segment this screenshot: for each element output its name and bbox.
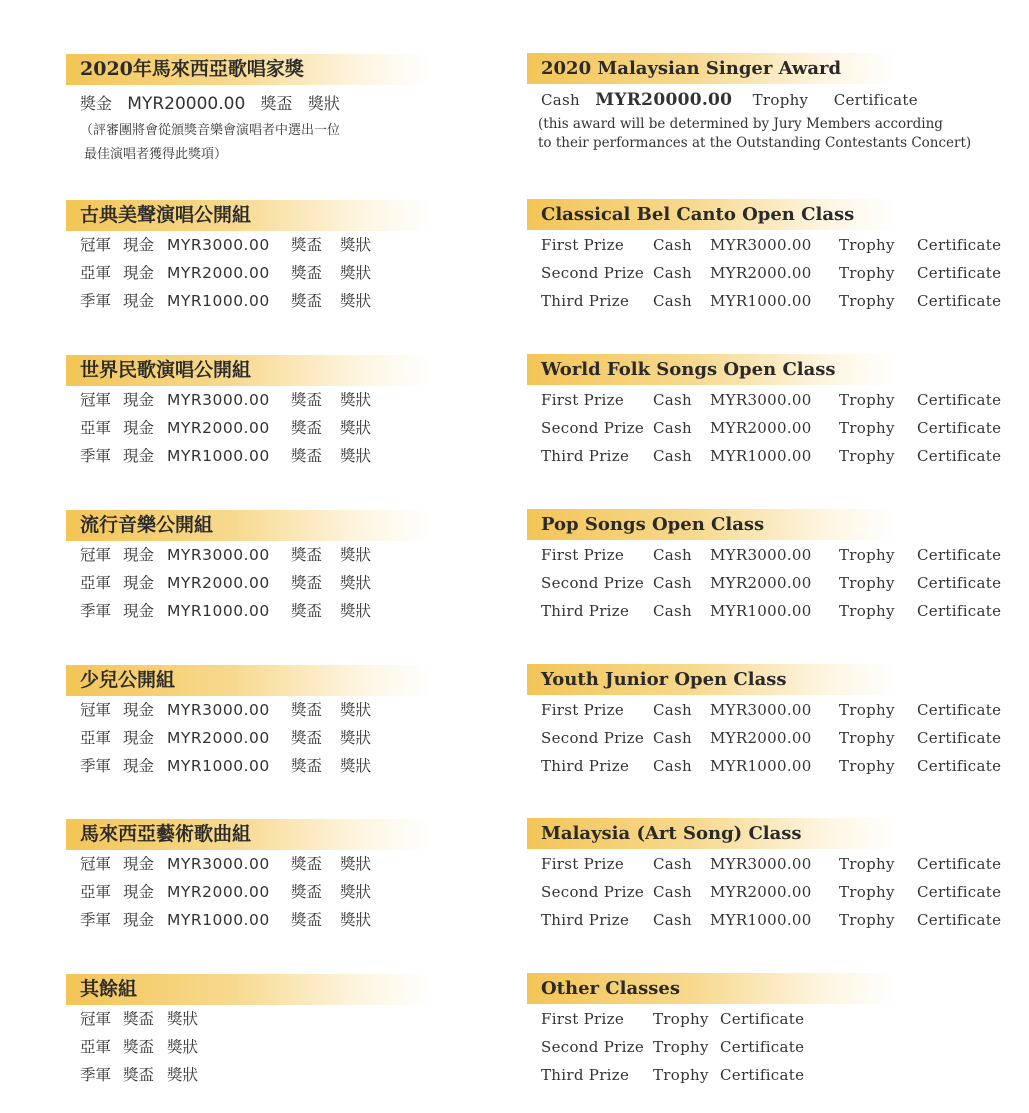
rank: 冠軍 <box>80 855 112 873</box>
amount: MYR2000.00 <box>167 574 270 592</box>
section-title: Other Classes <box>527 973 897 1004</box>
rank: 冠軍 <box>80 391 112 409</box>
certificate-label: 獎狀 <box>340 574 372 592</box>
cash-label: Cash <box>653 883 692 901</box>
certificate-label: 獎狀 <box>340 855 372 873</box>
certificate-label: 獎狀 <box>167 1066 199 1084</box>
certificate-label: 獎狀 <box>340 757 372 775</box>
trophy-label: Trophy <box>839 574 895 592</box>
certificate-label: 獎狀 <box>340 292 372 310</box>
cash-label: Cash <box>653 391 692 409</box>
certificate-label: 獎狀 <box>340 447 372 465</box>
rank: 季軍 <box>80 292 112 310</box>
certificate-label: Certificate <box>917 264 1002 282</box>
amount: MYR3000.00 <box>710 236 812 254</box>
certificate-label: Certificate <box>917 546 1002 564</box>
rank: 季軍 <box>80 757 112 775</box>
trophy-label: 獎盃 <box>291 883 323 901</box>
trophy-label: 獎盃 <box>123 1038 155 1056</box>
section-title: World Folk Songs Open Class <box>527 354 897 385</box>
trophy-label: Trophy <box>653 1010 709 1028</box>
certificate-label: 獎狀 <box>340 729 372 747</box>
certificate-label: 獎狀 <box>340 911 372 929</box>
trophy-label: Trophy <box>839 546 895 564</box>
cash-label: Cash <box>653 236 692 254</box>
amount: MYR1000.00 <box>710 911 812 929</box>
amount: MYR2000.00 <box>167 729 270 747</box>
amount: MYR1000.00 <box>710 757 812 775</box>
trophy-label: Trophy <box>839 729 895 747</box>
certificate-label: 獎狀 <box>167 1010 199 1028</box>
cash-label: Cash <box>653 911 692 929</box>
top-award-note-1: (this award will be determined by Jury Members according <box>538 116 943 132</box>
rank: Second Prize <box>541 729 645 747</box>
amount: MYR1000.00 <box>167 911 270 929</box>
rank: First Prize <box>541 391 625 409</box>
amount: MYR2000.00 <box>710 264 812 282</box>
cash-label: 現金 <box>123 911 155 929</box>
trophy-label: 獎盃 <box>291 419 323 437</box>
rank: 季軍 <box>80 602 112 620</box>
cash-label: Cash <box>653 757 692 775</box>
trophy-label: 獎盃 <box>291 546 323 564</box>
rank: Third Prize <box>541 757 630 775</box>
rank: 亞軍 <box>80 574 112 592</box>
cash-label: Cash <box>653 701 692 719</box>
certificate-label: Certificate <box>833 91 918 109</box>
certificate-label: 獎狀 <box>340 546 372 564</box>
section-title: 少兒公開組 <box>66 665 432 696</box>
cash-label: 現金 <box>123 264 155 282</box>
amount: MYR2000.00 <box>710 729 812 747</box>
rank: First Prize <box>541 701 625 719</box>
trophy-label: 獎盃 <box>291 236 323 254</box>
trophy-label: 獎盃 <box>291 292 323 310</box>
cash-label: 現金 <box>123 236 155 254</box>
trophy-label: Trophy <box>752 91 809 109</box>
cash-label: Cash <box>653 602 692 620</box>
certificate-label: Certificate <box>917 602 1002 620</box>
rank: Third Prize <box>541 1066 630 1084</box>
trophy-label: 獎盃 <box>123 1010 155 1028</box>
certificate-label: 獎狀 <box>340 236 372 254</box>
trophy-label: Trophy <box>839 391 895 409</box>
rank: 冠軍 <box>80 701 112 719</box>
amount: MYR3000.00 <box>710 855 812 873</box>
trophy-label: 獎盃 <box>123 1066 155 1084</box>
cash-label: Cash <box>653 729 692 747</box>
amount: MYR2000.00 <box>710 883 812 901</box>
amount: MYR1000.00 <box>710 602 812 620</box>
prize-amount: MYR20000.00 <box>127 94 246 114</box>
certificate-label: Certificate <box>720 1038 805 1056</box>
certificate-label: 獎狀 <box>340 883 372 901</box>
trophy-label: 獎盃 <box>291 729 323 747</box>
cash-label: 現金 <box>123 757 155 775</box>
rank: 亞軍 <box>80 419 112 437</box>
rank: Second Prize <box>541 419 645 437</box>
trophy-label: 獎盃 <box>291 447 323 465</box>
top-award-note-2: 最佳演唱者獲得此獎項） <box>84 147 228 162</box>
cash-label: Cash <box>653 574 692 592</box>
rank: Third Prize <box>541 911 630 929</box>
trophy-label: 獎盃 <box>291 701 323 719</box>
cash-label: Cash <box>653 546 692 564</box>
certificate-label: Certificate <box>917 236 1002 254</box>
amount: MYR2000.00 <box>167 264 270 282</box>
certificate-label: Certificate <box>917 447 1002 465</box>
cash-label: 現金 <box>123 419 155 437</box>
certificate-label: Certificate <box>917 391 1002 409</box>
certificate-label: 獎狀 <box>340 391 372 409</box>
amount: MYR2000.00 <box>710 419 812 437</box>
amount: MYR3000.00 <box>167 701 270 719</box>
trophy-label: Trophy <box>839 701 895 719</box>
certificate-label: 獎狀 <box>340 419 372 437</box>
certificate-label: Certificate <box>917 292 1002 310</box>
trophy-label: 獎盃 <box>291 264 323 282</box>
amount: MYR1000.00 <box>167 447 270 465</box>
rank: 季軍 <box>80 447 112 465</box>
rank: 亞軍 <box>80 264 112 282</box>
trophy-label: Trophy <box>839 602 895 620</box>
cash-label: 現金 <box>123 701 155 719</box>
amount: MYR2000.00 <box>167 419 270 437</box>
certificate-label: 獎狀 <box>340 264 372 282</box>
cash-label: 現金 <box>123 391 155 409</box>
top-award-line <box>80 91 340 114</box>
cash-label: 現金 <box>123 447 155 465</box>
section-title: Youth Junior Open Class <box>527 664 897 695</box>
certificate-label: Certificate <box>917 701 1002 719</box>
trophy-label: 獎盃 <box>291 855 323 873</box>
amount: MYR3000.00 <box>710 546 812 564</box>
rank: 冠軍 <box>80 546 112 564</box>
rank: Third Prize <box>541 602 630 620</box>
trophy-label: Trophy <box>839 419 895 437</box>
trophy-label: 獎盃 <box>291 574 323 592</box>
certificate-label: Certificate <box>917 574 1002 592</box>
trophy-label: Trophy <box>839 292 895 310</box>
amount: MYR3000.00 <box>167 855 270 873</box>
trophy-label: 獎盃 <box>291 602 323 620</box>
cash-label: Cash <box>653 447 692 465</box>
certificate-label: Certificate <box>917 757 1002 775</box>
certificate-label: Certificate <box>917 419 1002 437</box>
trophy-label: Trophy <box>839 264 895 282</box>
trophy-label: Trophy <box>839 757 895 775</box>
rank: Second Prize <box>541 883 645 901</box>
amount: MYR1000.00 <box>167 757 270 775</box>
rank: Second Prize <box>541 574 645 592</box>
cash-label: 現金 <box>123 602 155 620</box>
cash-label: 現金 <box>123 574 155 592</box>
prize-label: 獎金 <box>80 94 113 113</box>
section-title: 流行音樂公開組 <box>66 510 432 541</box>
rank: 亞軍 <box>80 1038 112 1056</box>
cash-label: Cash <box>541 91 580 109</box>
rank: 冠軍 <box>80 1010 112 1028</box>
cash-label: Cash <box>653 855 692 873</box>
rank: Third Prize <box>541 292 630 310</box>
rank: Second Prize <box>541 1038 645 1056</box>
rank: First Prize <box>541 1010 625 1028</box>
rank: First Prize <box>541 236 625 254</box>
cash-label: Cash <box>653 419 692 437</box>
certificate-label: 獎狀 <box>340 701 372 719</box>
amount: MYR1000.00 <box>710 447 812 465</box>
trophy-label: 獎盃 <box>291 911 323 929</box>
amount: MYR2000.00 <box>167 883 270 901</box>
certificate-label: Certificate <box>720 1066 805 1084</box>
trophy-label: 獎盃 <box>260 94 293 113</box>
section-title: 古典美聲演唱公開組 <box>66 200 432 231</box>
top-award-title: 2020年馬來西亞歌唱家獎 <box>66 54 432 85</box>
section-title: Pop Songs Open Class <box>527 509 897 540</box>
prize-amount: MYR20000.00 <box>595 90 733 110</box>
trophy-label: Trophy <box>839 236 895 254</box>
rank: Third Prize <box>541 447 630 465</box>
certificate-label: Certificate <box>720 1010 805 1028</box>
cash-label: 現金 <box>123 546 155 564</box>
cash-label: 現金 <box>123 729 155 747</box>
certificate-label: Certificate <box>917 855 1002 873</box>
certificate-label: 獎狀 <box>167 1038 199 1056</box>
certificate-label: Certificate <box>917 883 1002 901</box>
cash-label: 現金 <box>123 855 155 873</box>
amount: MYR3000.00 <box>167 236 270 254</box>
trophy-label: 獎盃 <box>291 391 323 409</box>
cash-label: 現金 <box>123 883 155 901</box>
certificate-label: Certificate <box>917 911 1002 929</box>
trophy-label: Trophy <box>839 855 895 873</box>
certificate-label: 獎狀 <box>307 94 340 113</box>
section-title: Classical Bel Canto Open Class <box>527 199 897 230</box>
top-award-note-2: to their performances at the Outstanding Contestants Concert) <box>538 135 972 151</box>
cash-label: Cash <box>653 292 692 310</box>
certificate-label: 獎狀 <box>340 602 372 620</box>
amount: MYR1000.00 <box>167 292 270 310</box>
rank: 亞軍 <box>80 883 112 901</box>
rank: Second Prize <box>541 264 645 282</box>
trophy-label: Trophy <box>653 1038 709 1056</box>
rank: 季軍 <box>80 911 112 929</box>
section-title: 世界民歌演唱公開組 <box>66 355 432 386</box>
cash-label: 現金 <box>123 292 155 310</box>
section-title: Malaysia (Art Song) Class <box>527 818 897 849</box>
amount: MYR3000.00 <box>167 546 270 564</box>
trophy-label: Trophy <box>839 883 895 901</box>
amount: MYR3000.00 <box>710 391 812 409</box>
section-title: 馬來西亞藝術歌曲組 <box>66 819 432 850</box>
rank: First Prize <box>541 546 625 564</box>
rank: 季軍 <box>80 1066 112 1084</box>
section-title: 其餘組 <box>66 974 432 1005</box>
top-award-note-1: （評審團將會從頒獎音樂會演唱者中選出一位 <box>80 123 341 138</box>
trophy-label: Trophy <box>653 1066 709 1084</box>
amount: MYR3000.00 <box>710 701 812 719</box>
amount: MYR1000.00 <box>167 602 270 620</box>
trophy-label: Trophy <box>839 911 895 929</box>
amount: MYR1000.00 <box>710 292 812 310</box>
amount: MYR2000.00 <box>710 574 812 592</box>
top-award-title: 2020 Malaysian Singer Award <box>527 53 897 84</box>
trophy-label: Trophy <box>839 447 895 465</box>
trophy-label: 獎盃 <box>291 757 323 775</box>
amount: MYR3000.00 <box>167 391 270 409</box>
certificate-label: Certificate <box>917 729 1002 747</box>
cash-label: Cash <box>653 264 692 282</box>
rank: First Prize <box>541 855 625 873</box>
rank: 亞軍 <box>80 729 112 747</box>
top-award-line <box>541 90 918 110</box>
rank: 冠軍 <box>80 236 112 254</box>
